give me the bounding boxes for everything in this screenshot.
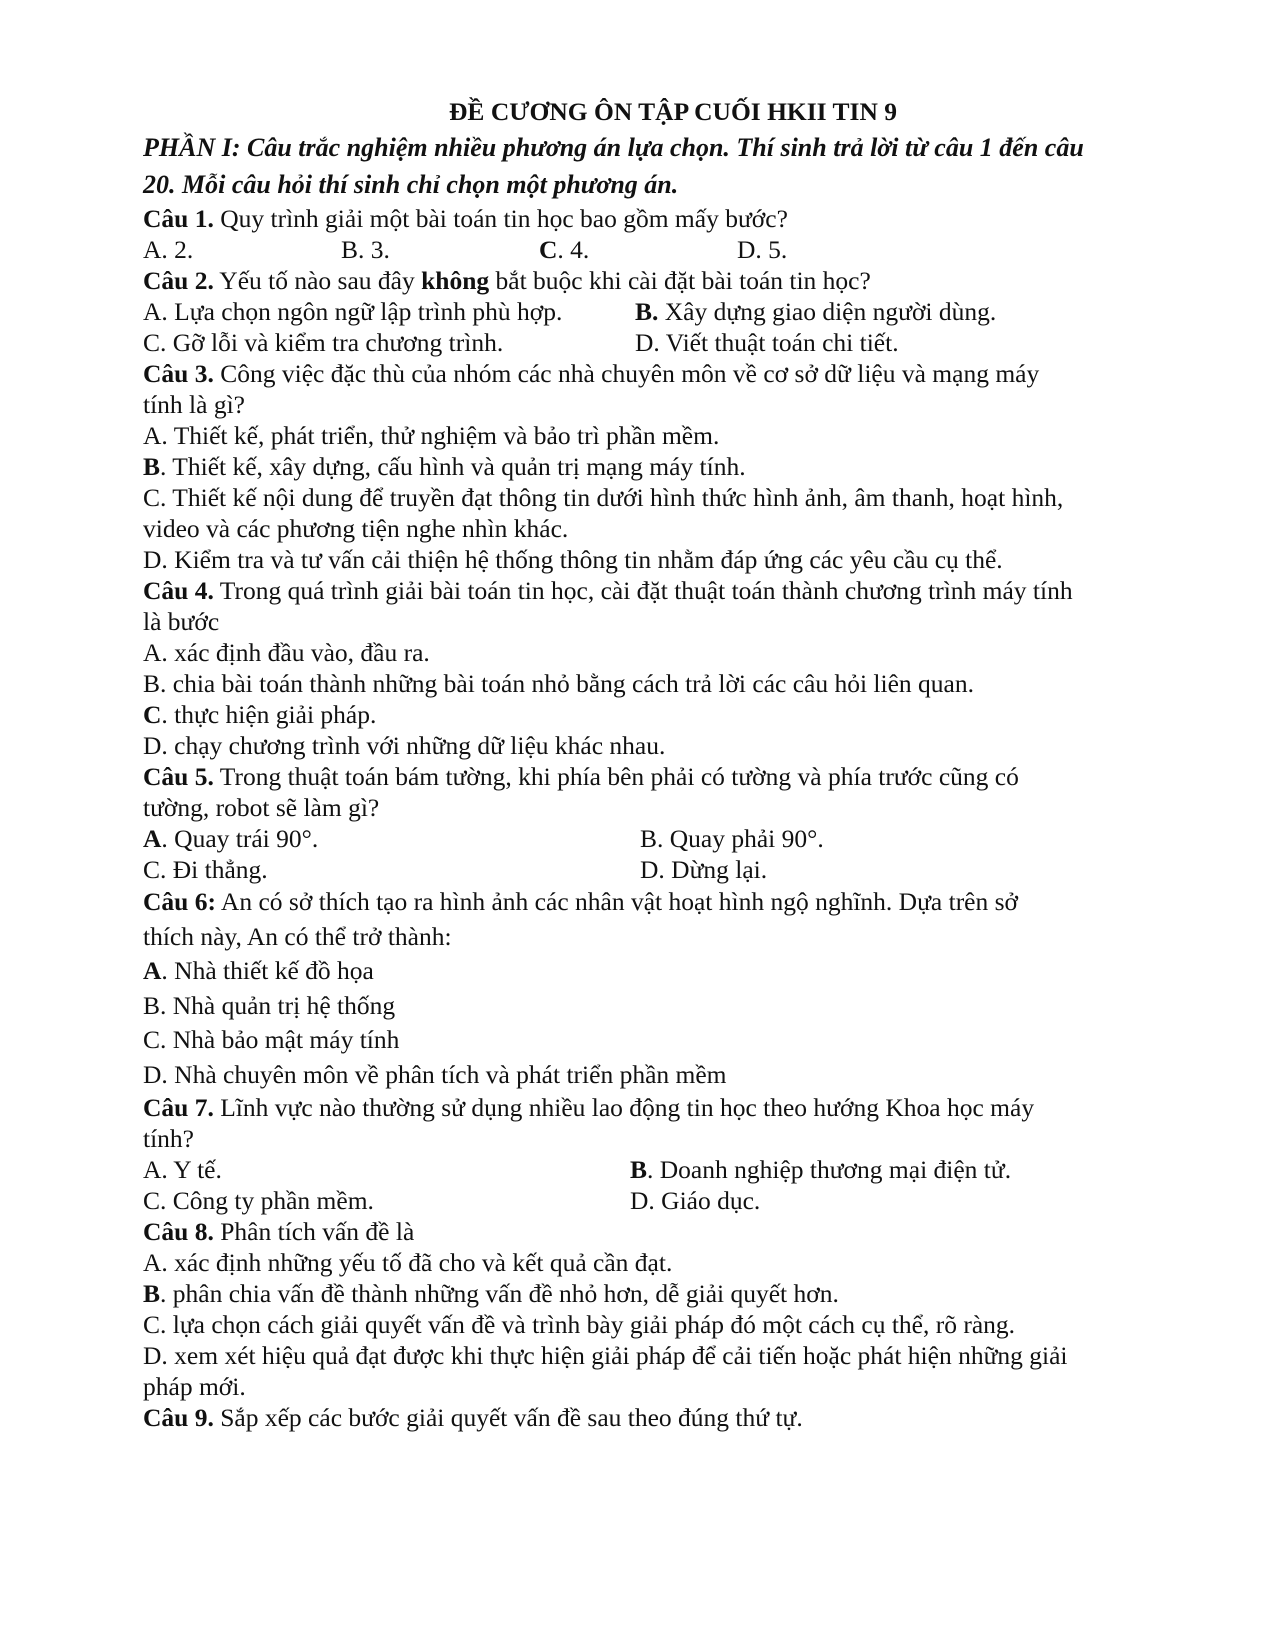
question-4-option-c: [143, 699, 1143, 730]
option-c: C. Gỡ lỗi và kiểm tra chương trình.: [143, 328, 504, 357]
option-b: [630, 1154, 1011, 1185]
option-b-text: . phân chia vấn đề thành những vấn đề nhỏ hơn, dễ giải quyết hơn.: [160, 1279, 839, 1308]
option-c-text: . thực hiện giải pháp.: [161, 700, 377, 729]
question-7: [143, 1092, 1073, 1154]
question-3-option-b: [143, 451, 1143, 482]
question-4-option-b: B. chia bài toán thành những bài toán nhỏ bằng cách trả lời các câu hỏi liên quan.: [143, 669, 974, 698]
question-5-options-row1: [143, 823, 1143, 854]
option-a-letter: A: [143, 824, 162, 853]
question-8-option-c: C. lựa chọn cách giải quyết vấn đề và trình bày giải pháp đó một cách cụ thể, rõ ràng.: [143, 1310, 1016, 1339]
option-d: D. 5.: [737, 235, 788, 264]
option-a: A. Lựa chọn ngôn ngữ lập trình phù hợp.: [143, 297, 563, 326]
option-d: D. Giáo dục.: [630, 1186, 761, 1215]
part1-heading: PHẦN I: Câu trắc nghiệm nhiều phương án lựa chọn. Thí sinh trả lời từ câu 1 đến câu 20. Mỗi câu hỏi thí sinh chỉ chọn một phương án.: [143, 133, 1084, 199]
question-5: [143, 761, 1073, 823]
question-2-options-row2: [143, 327, 1143, 358]
question-8-option-d: D. xem xét hiệu quả đạt được khi thực hiện giải pháp để cải tiến hoặc phát hiện những giải pháp mới.: [143, 1341, 1068, 1401]
option-b: B. Quay phải 90°.: [640, 824, 824, 853]
question-2: [143, 265, 1073, 296]
option-c: [539, 234, 737, 265]
option-b-letter: B: [143, 1279, 161, 1308]
option-a-text: . Quay trái 90°.: [161, 824, 319, 853]
option-b-letter: B: [143, 452, 161, 481]
question-8-option-a: A. xác định những yếu tố đã cho và kết quả cần đạt.: [143, 1248, 673, 1277]
option-c-letter: C: [539, 235, 558, 264]
document-title: ĐỀ CƯƠNG ÔN TẬP CUỐI HKII TIN 9: [449, 97, 897, 126]
question-text: An có sở thích tạo ra hình ảnh các nhân vật hoạt hình ngộ nghĩnh. Dựa trên sở thích này, An có thể trở thành:: [143, 887, 1019, 951]
question-number: Câu 2.: [143, 266, 214, 295]
option-c: C. Đi thẳng.: [143, 855, 268, 884]
question-number: Câu 4.: [143, 576, 214, 605]
question-3-option-d: D. Kiểm tra và tư vấn cải thiện hệ thống thông tin nhằm đáp ứng các yêu cầu cụ thể.: [143, 545, 1003, 574]
question-4-option-a: A. xác định đầu vào, đầu ra.: [143, 638, 430, 667]
option-b-letter: B.: [635, 297, 659, 326]
question-text: Phân tích vấn đề là: [213, 1217, 415, 1246]
option-c-letter: C: [143, 700, 162, 729]
question-text: Trong thuật toán bám tường, khi phía bên phải có tường và phía trước cũng có tường, robot sẽ làm gì?: [143, 762, 1019, 822]
question-7-options-row1: [143, 1154, 1143, 1185]
question-4-option-d: D. chạy chương trình với những dữ liệu khác nhau.: [143, 731, 666, 760]
question-6-option-c: C. Nhà bảo mật máy tính: [143, 1025, 400, 1054]
question-6: [143, 885, 1073, 954]
question-number: Câu 5.: [143, 762, 214, 791]
question-number: Câu 8.: [143, 1217, 214, 1246]
option-b-text: . Thiết kế, xây dựng, cấu hình và quản trị mạng máy tính.: [160, 452, 746, 481]
question-text: Sắp xếp các bước giải quyết vấn đề sau theo đúng thứ tự.: [213, 1403, 803, 1432]
question-text: Quy trình giải một bài toán tin học bao gồm mấy bước?: [213, 204, 788, 233]
option-a: [143, 823, 640, 854]
option-c-text: . 4.: [557, 235, 590, 264]
question-number: Câu 9.: [143, 1403, 214, 1432]
question-number: Câu 1.: [143, 204, 214, 233]
question-text: Công việc đặc thù của nhóm các nhà chuyên môn về cơ sở dữ liệu và mạng máy tính là gì?: [143, 359, 1040, 419]
document-page: [143, 96, 1143, 1433]
option-b-letter: B: [630, 1155, 648, 1184]
option-a-letter: A: [143, 956, 162, 985]
question-text: Trong quá trình giải bài toán tin học, cài đặt thuật toán thành chương trình máy tính là bước: [143, 576, 1073, 636]
option-d: D. Dừng lại.: [640, 855, 768, 884]
question-4: [143, 575, 1073, 637]
question-text: Lĩnh vực nào thường sử dụng nhiều lao động tin học theo hướng Khoa học máy tính?: [143, 1093, 1035, 1153]
question-3-option-c: C. Thiết kế nội dung để truyền đạt thông tin dưới hình thức hình ảnh, âm thanh, hoạt hình, video và các phương tiện nghe nhìn khác.: [143, 483, 1064, 543]
question-6-option-d: D. Nhà chuyên môn về phân tích và phát triển phần mềm: [143, 1059, 727, 1089]
option-a: A. 2.: [143, 235, 194, 264]
question-number: Câu 7.: [143, 1093, 214, 1122]
question-text-after: bắt buộc khi cài đặt bài toán tin học?: [489, 266, 871, 295]
question-1-options: [143, 234, 1143, 265]
question-9: [143, 1402, 1073, 1433]
option-b-text: Xây dựng giao diện người dùng.: [658, 297, 997, 326]
question-8: [143, 1216, 1073, 1247]
option-a: A. Y tế.: [143, 1155, 222, 1184]
question-3-option-a: A. Thiết kế, phát triển, thử nghiệm và bảo trì phần mềm.: [143, 421, 720, 450]
question-3: [143, 358, 1073, 420]
question-1: [143, 203, 1073, 234]
question-number: Câu 6:: [143, 887, 216, 916]
option-b: [635, 296, 996, 327]
question-6-option-a: [143, 954, 1143, 989]
question-text-before: Yếu tố nào sau đây: [213, 266, 422, 295]
question-8-option-b: [143, 1278, 1143, 1309]
option-b: B. 3.: [341, 235, 390, 264]
question-6-option-b: B. Nhà quản trị hệ thống: [143, 990, 396, 1020]
question-2-options-row1: [143, 296, 1143, 327]
question-keyword: không: [421, 266, 490, 295]
option-d: D. Viết thuật toán chi tiết.: [635, 328, 899, 357]
question-7-options-row2: [143, 1185, 1143, 1216]
option-a-text: . Nhà thiết kế đồ họa: [161, 956, 374, 985]
option-c: C. Công ty phần mềm.: [143, 1186, 374, 1215]
option-b-text: . Doanh nghiệp thương mại điện tử.: [647, 1155, 1012, 1184]
question-5-options-row2: [143, 854, 1143, 885]
question-number: Câu 3.: [143, 359, 214, 388]
